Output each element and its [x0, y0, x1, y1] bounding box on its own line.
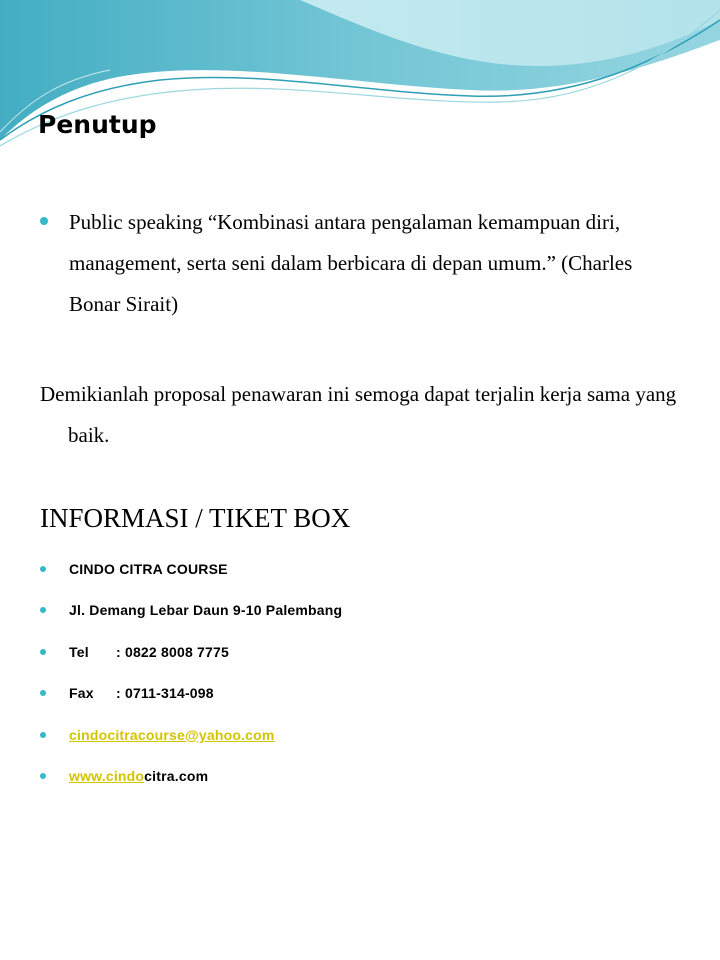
bullet-icon — [40, 732, 46, 738]
info-website — [40, 756, 342, 798]
info-address — [40, 590, 342, 632]
closing-paragraph: Demikianlah proposal penawaran ini semoga dapat terjalin kerja sama yang baik. — [40, 382, 677, 447]
bullet-icon — [40, 607, 46, 613]
info-list — [40, 548, 342, 797]
section-heading: INFORMASI / TIKET BOX — [40, 503, 351, 533]
bullet-icon — [40, 649, 46, 655]
website-rest: citra.com — [144, 768, 209, 785]
slide-title: Penutup — [38, 110, 157, 139]
bullet-icon — [40, 566, 46, 572]
company-name: CINDO CITRA COURSE — [69, 560, 228, 577]
tel-value: : 0822 8008 7775 — [116, 643, 229, 660]
address-text: Jl. Demang Lebar Daun 9-10 Palembang — [69, 602, 343, 619]
bullet-icon — [40, 217, 48, 225]
info-tel — [40, 631, 342, 673]
bullet-icon — [40, 773, 46, 779]
bullet-icon — [40, 690, 46, 696]
quote-bullet — [40, 202, 680, 325]
website-link[interactable]: www.cindo — [69, 768, 145, 785]
fax-label: Fax — [69, 685, 94, 702]
tel-label: Tel — [69, 643, 89, 660]
fax-value: : 0711-314-098 — [116, 685, 214, 702]
quote-text: Public speaking “Kombinasi antara pengalaman kemampuan diri, management, serta seni dalam berbicara di depan umum.” (Charles Bonar Sirait) — [69, 210, 633, 316]
info-email — [40, 714, 342, 756]
info-company — [40, 548, 342, 590]
info-fax — [40, 673, 342, 715]
email-link[interactable]: cindocitracourse@yahoo.com — [69, 726, 275, 743]
